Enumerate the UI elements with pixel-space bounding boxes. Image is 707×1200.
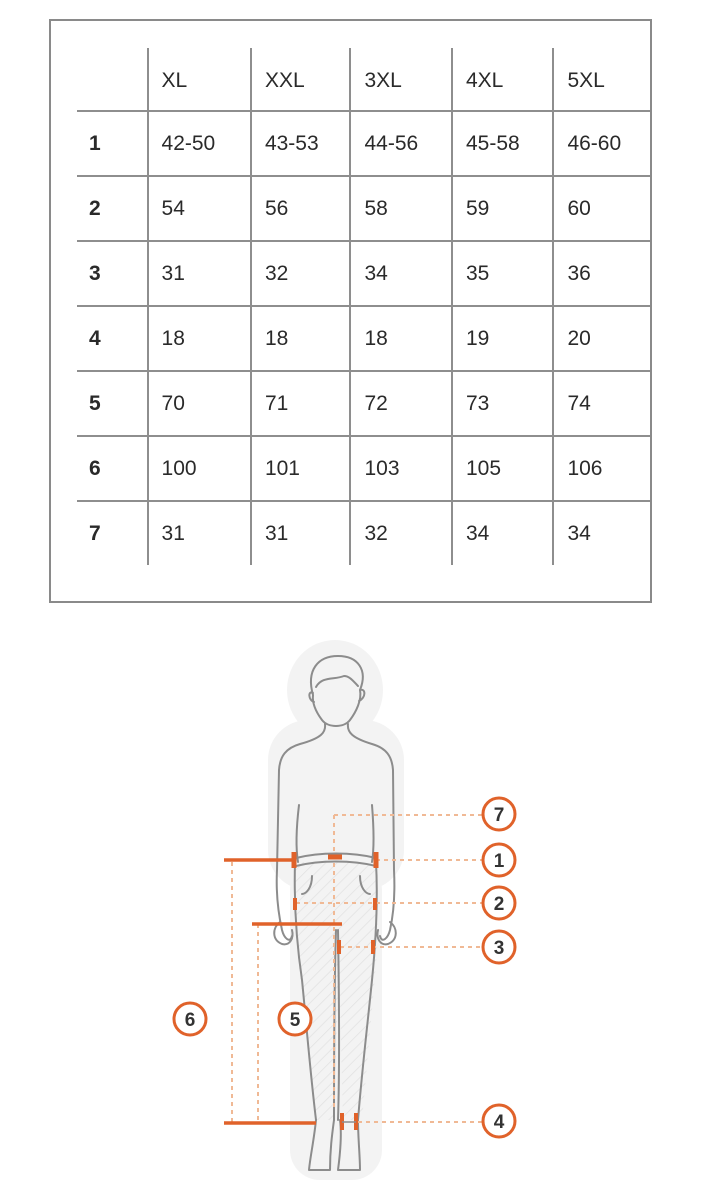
table-cell: 43-53 xyxy=(251,111,351,176)
table-row xyxy=(77,501,650,565)
table-cell: 71 xyxy=(251,371,351,436)
marker-2 xyxy=(483,887,515,919)
table-row xyxy=(77,436,650,501)
header-cell-empty xyxy=(77,48,148,111)
measurement-diagram xyxy=(0,620,707,1200)
header-cell-5xl: 5XL xyxy=(553,48,650,111)
table-cell: 60 xyxy=(553,176,650,241)
table-cell: 59 xyxy=(452,176,553,241)
table-cell: 31 xyxy=(148,241,251,306)
table-row xyxy=(77,176,650,241)
table-cell: 58 xyxy=(350,176,451,241)
table-cell: 56 xyxy=(251,176,351,241)
marker-3 xyxy=(483,931,515,963)
table-cell: 46-60 xyxy=(553,111,650,176)
table-row xyxy=(77,306,650,371)
svg-text:6: 6 xyxy=(184,1010,196,1031)
row-label: 7 xyxy=(77,501,148,565)
marker-7 xyxy=(483,798,515,830)
marker-6 xyxy=(174,1003,206,1035)
table-cell: 42-50 xyxy=(148,111,251,176)
row-label: 3 xyxy=(77,241,148,306)
table-cell: 19 xyxy=(452,306,553,371)
table-row xyxy=(77,371,650,436)
table-cell: 100 xyxy=(148,436,251,501)
table-cell: 45-58 xyxy=(452,111,553,176)
table-cell: 31 xyxy=(148,501,251,565)
table-cell: 72 xyxy=(350,371,451,436)
table-cell: 54 xyxy=(148,176,251,241)
size-chart-frame xyxy=(49,19,652,603)
header-cell-3xl: 3XL xyxy=(350,48,451,111)
table-cell: 34 xyxy=(350,241,451,306)
row-label: 2 xyxy=(77,176,148,241)
table-row xyxy=(77,111,650,176)
table-cell: 18 xyxy=(251,306,351,371)
row-label: 6 xyxy=(77,436,148,501)
svg-text:3: 3 xyxy=(493,938,505,959)
table-row xyxy=(77,241,650,306)
table-cell: 35 xyxy=(452,241,553,306)
table-cell: 106 xyxy=(553,436,650,501)
table-header-row xyxy=(77,48,650,111)
size-chart-table xyxy=(77,48,650,565)
table-cell: 34 xyxy=(452,501,553,565)
table-cell: 20 xyxy=(553,306,650,371)
table-cell: 73 xyxy=(452,371,553,436)
body-figure-svg xyxy=(0,620,707,1200)
svg-text:4: 4 xyxy=(493,1112,505,1133)
svg-text:5: 5 xyxy=(289,1010,301,1031)
svg-text:1: 1 xyxy=(493,851,505,872)
svg-text:2: 2 xyxy=(493,894,505,915)
table-cell: 32 xyxy=(350,501,451,565)
table-cell: 32 xyxy=(251,241,351,306)
table-cell: 70 xyxy=(148,371,251,436)
header-cell-xxl: XXL xyxy=(251,48,351,111)
marker-4 xyxy=(483,1105,515,1137)
table-cell: 44-56 xyxy=(350,111,451,176)
table-cell: 103 xyxy=(350,436,451,501)
table-cell: 74 xyxy=(553,371,650,436)
svg-text:7: 7 xyxy=(493,805,505,826)
table-cell: 18 xyxy=(350,306,451,371)
row-label: 5 xyxy=(77,371,148,436)
table-cell: 101 xyxy=(251,436,351,501)
marker-5 xyxy=(279,1003,311,1035)
table-cell: 36 xyxy=(553,241,650,306)
header-cell-xl: XL xyxy=(148,48,251,111)
row-label: 1 xyxy=(77,111,148,176)
row-label: 4 xyxy=(77,306,148,371)
table-cell: 18 xyxy=(148,306,251,371)
table-cell: 105 xyxy=(452,436,553,501)
table-cell: 31 xyxy=(251,501,351,565)
header-cell-4xl: 4XL xyxy=(452,48,553,111)
marker-1 xyxy=(483,844,515,876)
table-cell: 34 xyxy=(553,501,650,565)
